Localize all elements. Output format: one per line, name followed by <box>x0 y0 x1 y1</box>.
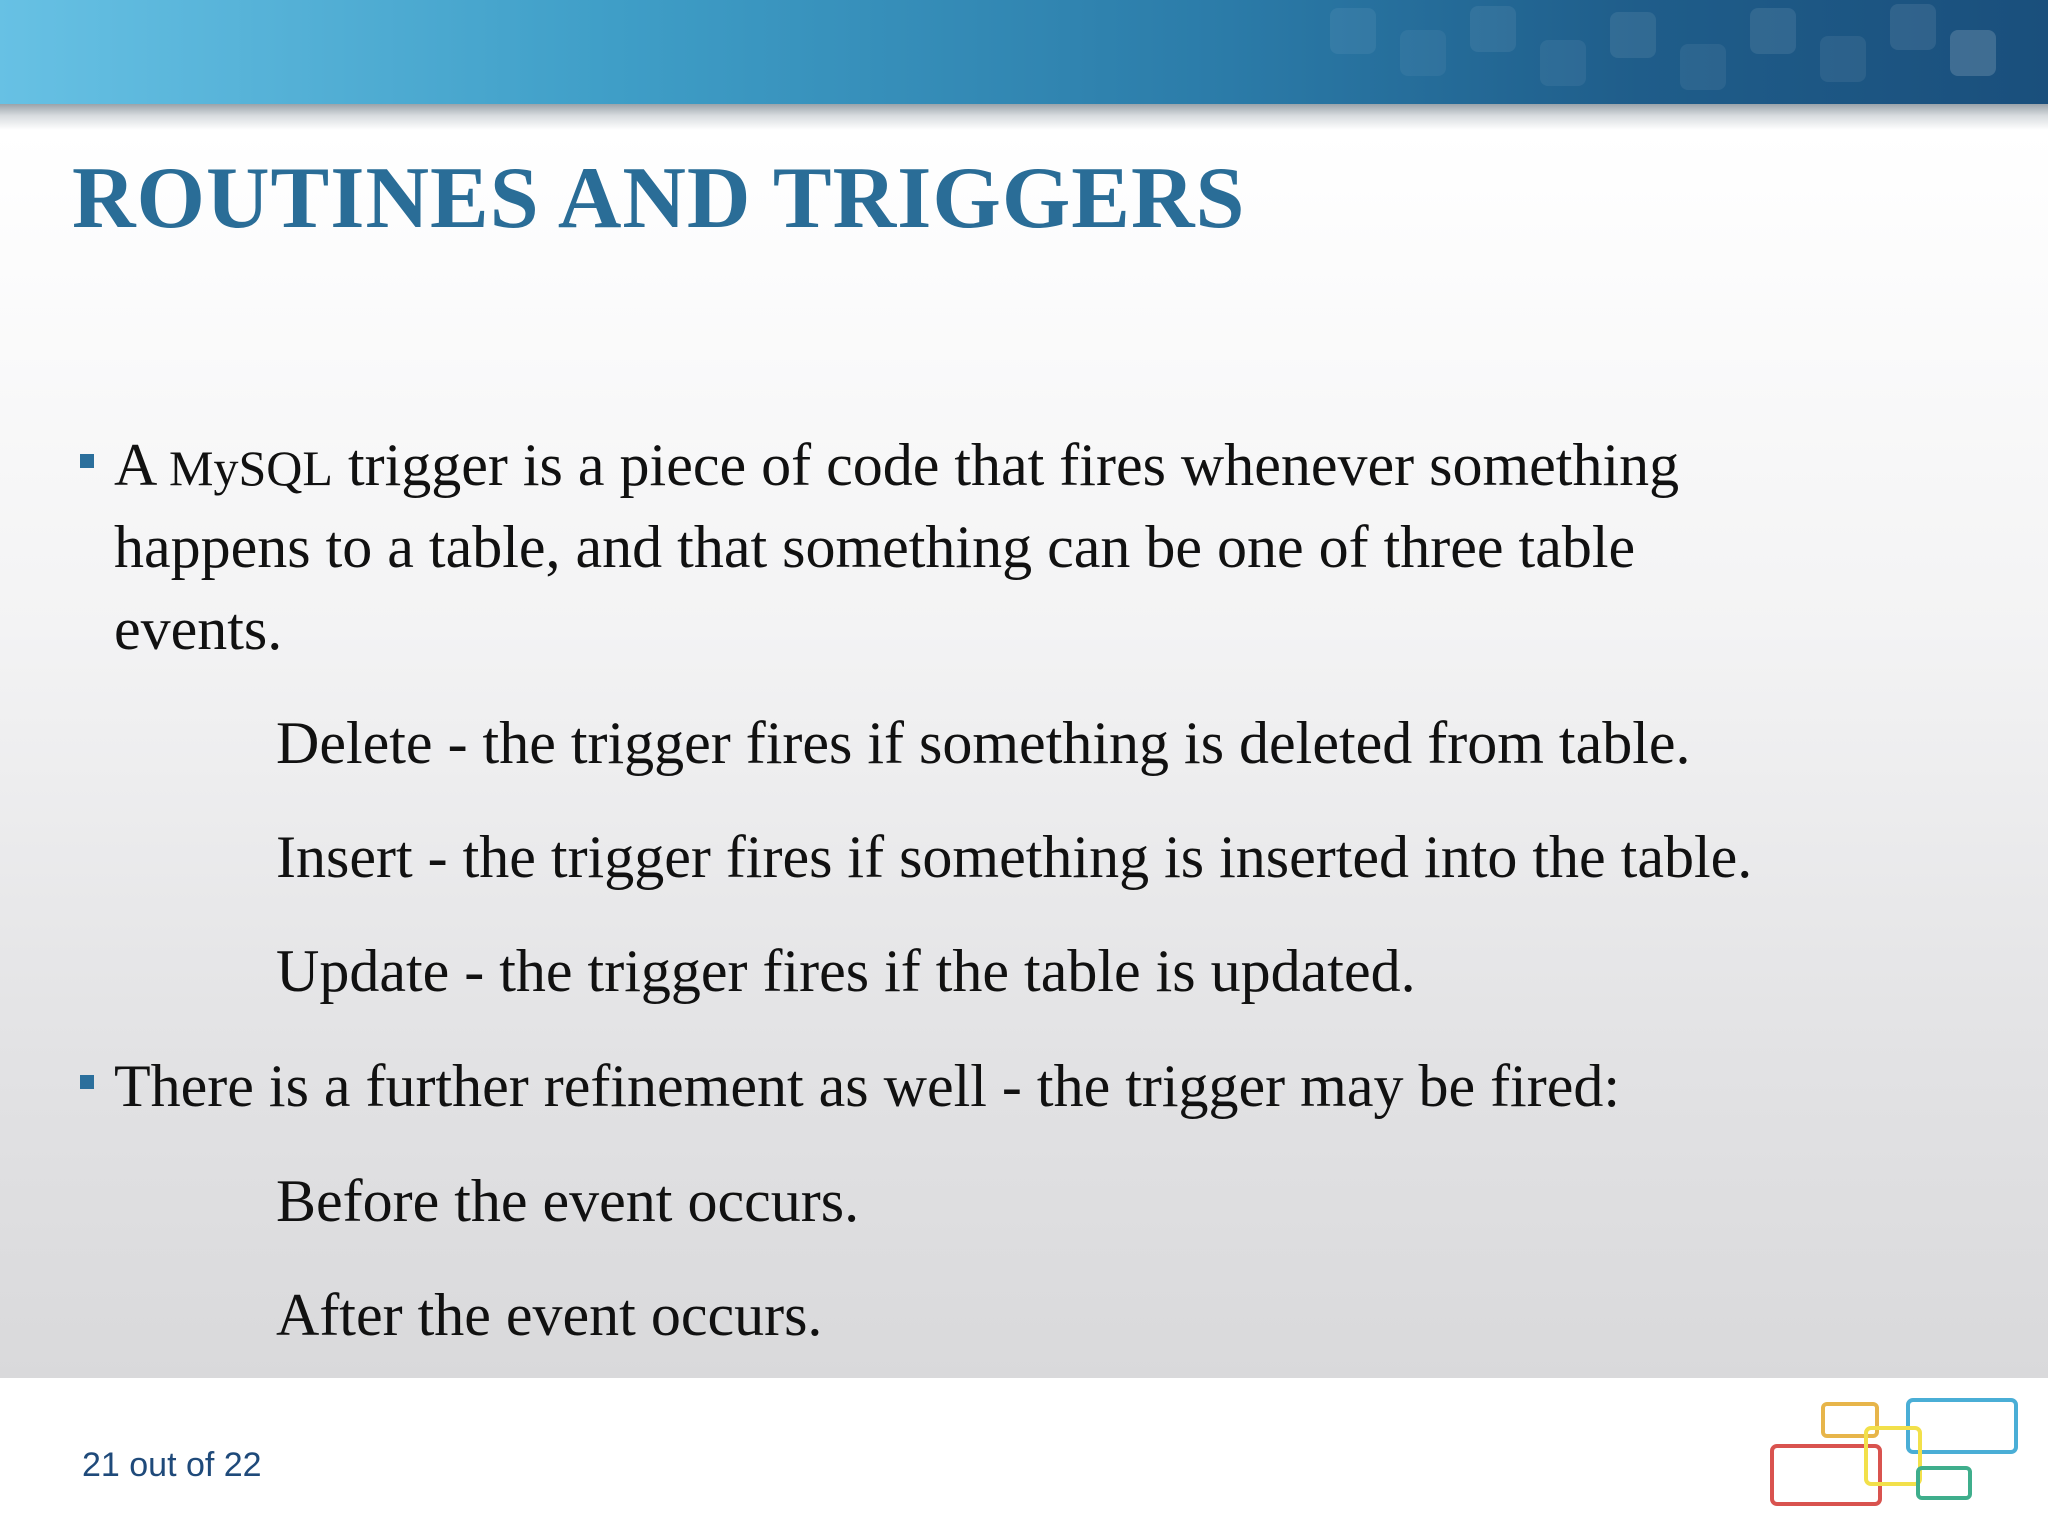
bullet-text-line: events. <box>114 596 283 662</box>
bullet-text-line: happens to a table, and that something can be one of three table <box>114 514 1636 580</box>
bullet-marker <box>80 454 94 468</box>
page-counter: 21 out of 22 <box>82 1446 262 1484</box>
event-insert: Insert - the trigger fires if something is inserted into the table. <box>276 824 1753 890</box>
text-segment: trigger is a piece of code that fires whenever something <box>332 432 1680 498</box>
event-delete: Delete - the trigger fires if something is deleted from table. <box>276 710 1691 776</box>
slide-title: ROUTINES AND TRIGGERS <box>72 150 1246 247</box>
text-segment: A <box>114 432 170 498</box>
bullet-text-line: There is a further refinement as well - the trigger may be fired: <box>114 1053 1621 1119</box>
bullet-marker <box>80 1075 94 1089</box>
timing-before: Before the event occurs. <box>276 1168 860 1234</box>
header-banner <box>0 0 2048 104</box>
squares-logo-icon <box>1770 1398 2020 1508</box>
mysql-term: MySQL <box>169 440 333 496</box>
banner-shadow <box>0 104 2048 130</box>
bullet-text-line <box>114 424 1679 509</box>
event-update: Update - the trigger fires if the table is updated. <box>276 938 1416 1004</box>
timing-after: After the event occurs. <box>276 1282 823 1348</box>
